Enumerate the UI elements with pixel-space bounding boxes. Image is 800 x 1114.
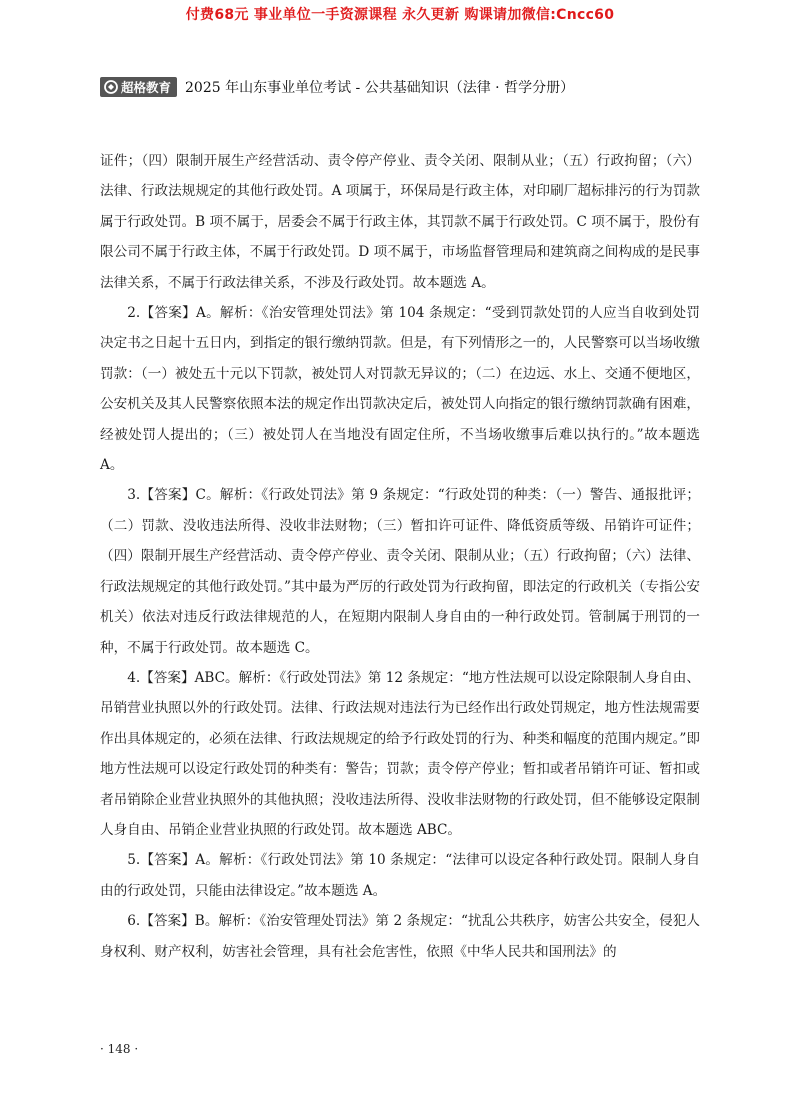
body-text — [100, 146, 700, 967]
page-title: 2025 年山东事业单位考试 - 公共基础知识（法律 · 哲学分册） — [185, 80, 575, 96]
logo-mark-icon — [104, 80, 118, 94]
paragraph: 6.【答案】B。解析：《治安管理处罚法》第 2 条规定：“扰乱公共秩序，妨害公共安全，侵犯人身权利、财产权利，妨害社会管理，具有社会危害性，依照《中华人民共和国刑法》的 — [100, 913, 700, 960]
paragraph: 3.【答案】C。解析：《行政处罚法》第 9 条规定：“行政处罚的种类：（一）警告、通报批评；（二）罚款、没收违法所得、没收非法财物；（三）暂扣许可证件、降低资质等级、吊销许可证件；（四）限制开展生产经营活动、责令停产停业、责令关闭、限制从业；（五）行政拘留；（六）法律、行政法规规定的其他行政处罚。”其中最为严厉的行政处罚为行政拘留，即法定的行政机关（专指公安机关）依法对违反行政法律规范的人，在短期内限制人身自由的一种行政处罚。管制属于刑罚的一种，不属于行政处罚。故本题选 C。 — [100, 487, 700, 656]
page-number: · 148 · — [100, 1042, 139, 1056]
paragraph: 5.【答案】A。解析：《行政处罚法》第 10 条规定：“法律可以设定各种行政处罚。限制人身自由的行政处罚，只能由法律设定。”故本题选 A。 — [100, 852, 700, 899]
page-header — [100, 76, 574, 98]
paragraph: 4.【答案】ABC。解析：《行政处罚法》第 12 条规定：“地方性法规可以设定除限制人身自由、吊销营业执照以外的行政处罚。法律、行政法规对违法行为已经作出行政处罚规定，地方性法规需要作出具体规定的，必须在法律、行政法规规定的给予行政处罚的行为、种类和幅度的范围内规定。”即地方性法规可以设定行政处罚的种类有：警告；罚款；责令停产停业；暂扣或者吊销许可证、暂扣或者吊销除企业营业执照外的其他执照；没收违法所得、没收非法财物的行政处罚，但不能够设定限制人身自由、吊销企业营业执照的行政处罚。故本题选 ABC。 — [100, 669, 700, 838]
logo-text: 超格教育 — [121, 80, 172, 95]
promo-banner: 付费68元 事业单位一手资源课程 永久更新 购课请加微信:Cncc60 — [185, 7, 615, 23]
paragraph: 证件；（四）限制开展生产经营活动、责令停产停业、责令关闭、限制从业；（五）行政拘留；（六）法律、行政法规规定的其他行政处罚。A 项属于，环保局是行政主体，对印刷厂超标排污的行为罚款属于行政处罚。B 项不属于，居委会不属于行政主体，其罚款不属于行政处罚。C 项不属于，股份有限公司不属于行政主体，不属于行政处罚。D 项不属于，市场监督管理局和建筑商之间构成的是民事法律关系，不属于行政法律关系，不涉及行政处罚。故本题选 A。 — [100, 153, 700, 291]
brand-logo — [100, 77, 177, 97]
paragraph: 2.【答案】A。解析：《治安管理处罚法》第 104 条规定：“受到罚款处罚的人应当自收到处罚决定书之日起十五日内，到指定的银行缴纳罚款。但是，有下列情形之一的，人民警察可以当场收缴罚款：（一）被处五十元以下罚款，被处罚人对罚款无异议的；（二）在边远、水上、交通不便地区，公安机关及其人民警察依照本法的规定作出罚款决定后，被处罚人向指定的银行缴纳罚款确有困难，经被处罚人提出的；（三）被处罚人在当地没有固定住所，不当场收缴事后难以执行的。”故本题选 A。 — [100, 305, 700, 474]
